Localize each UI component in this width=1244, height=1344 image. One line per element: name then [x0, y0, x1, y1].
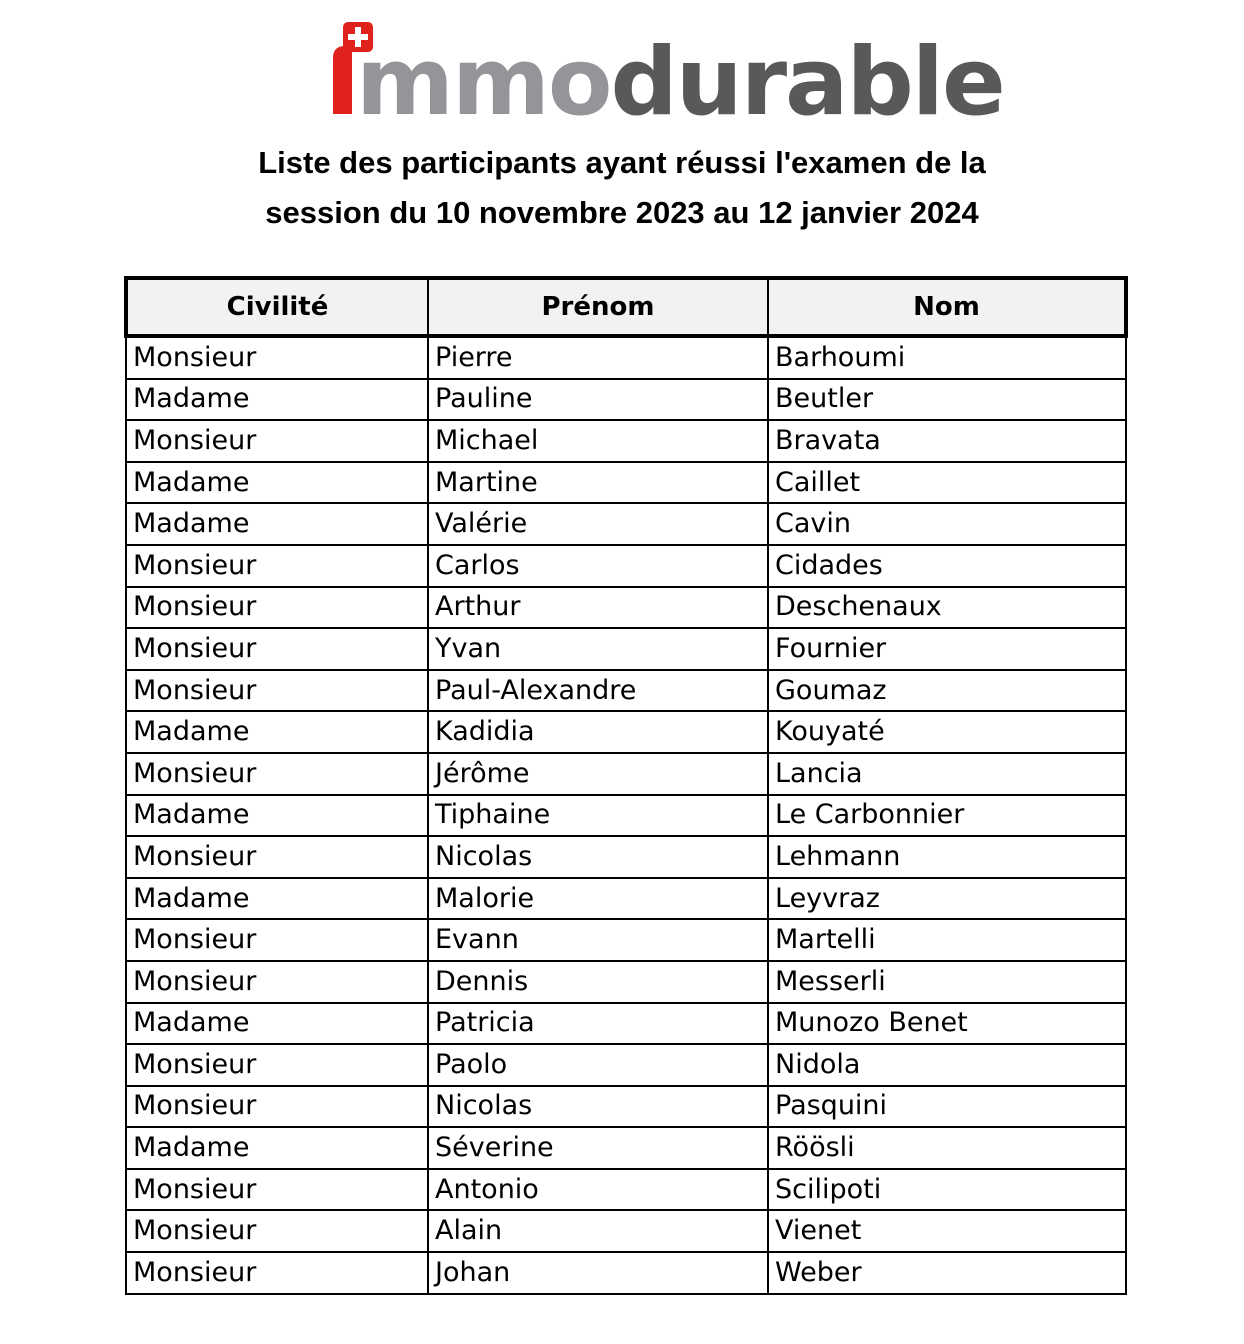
- cell-civilite: Monsieur: [126, 961, 428, 1003]
- table-row: [126, 836, 1126, 878]
- table-row: [126, 545, 1126, 587]
- cell-nom: Leyvraz: [768, 878, 1126, 920]
- table-row: [126, 961, 1126, 1003]
- table-row: [126, 1252, 1126, 1294]
- cell-nom: Beutler: [768, 379, 1126, 421]
- table-row: [126, 878, 1126, 920]
- cell-civilite: Monsieur: [126, 1086, 428, 1128]
- cell-nom: Martelli: [768, 919, 1126, 961]
- table-row: [126, 919, 1126, 961]
- cell-civilite: Monsieur: [126, 545, 428, 587]
- table-row: [126, 379, 1126, 421]
- cell-civilite: Monsieur: [126, 1169, 428, 1211]
- table-row: [126, 753, 1126, 795]
- cell-civilite: Madame: [126, 462, 428, 504]
- cell-nom: Cavin: [768, 503, 1126, 545]
- cell-civilite: Monsieur: [126, 628, 428, 670]
- table-row: [126, 628, 1126, 670]
- table-row: [126, 1086, 1126, 1128]
- title-line-1: Liste des participants ayant réussi l'examen de la: [258, 145, 986, 180]
- cell-nom: Le Carbonnier: [768, 795, 1126, 837]
- table-row: [126, 1169, 1126, 1211]
- table-row: [126, 336, 1126, 379]
- cell-nom: Deschenaux: [768, 587, 1126, 629]
- table-row: [126, 795, 1126, 837]
- cell-civilite: Madame: [126, 1003, 428, 1045]
- cell-prenom: Yvan: [428, 628, 768, 670]
- cell-nom: Vienet: [768, 1210, 1126, 1252]
- cell-civilite: Madame: [126, 878, 428, 920]
- cell-nom: Lehmann: [768, 836, 1126, 878]
- table-row: [126, 1210, 1126, 1252]
- cell-prenom: Michael: [428, 420, 768, 462]
- cell-nom: Fournier: [768, 628, 1126, 670]
- cell-civilite: Madame: [126, 1127, 428, 1169]
- cell-prenom: Dennis: [428, 961, 768, 1003]
- cell-civilite: Monsieur: [126, 587, 428, 629]
- cell-civilite: Monsieur: [126, 1044, 428, 1086]
- cell-civilite: Monsieur: [126, 336, 428, 379]
- cell-civilite: Madame: [126, 795, 428, 837]
- cell-prenom: Pauline: [428, 379, 768, 421]
- cell-civilite: Monsieur: [126, 670, 428, 712]
- table-header-row: [126, 278, 1126, 336]
- table-row: [126, 711, 1126, 753]
- table-row: [126, 587, 1126, 629]
- cell-nom: Röösli: [768, 1127, 1126, 1169]
- cell-nom: Goumaz: [768, 670, 1126, 712]
- cell-prenom: Martine: [428, 462, 768, 504]
- cell-prenom: Alain: [428, 1210, 768, 1252]
- cell-prenom: Séverine: [428, 1127, 768, 1169]
- cell-prenom: Nicolas: [428, 836, 768, 878]
- title-line-2: session du 10 novembre 2023 au 12 janvier 2024: [265, 195, 979, 230]
- logo-text-light: mmo: [356, 28, 611, 126]
- cell-civilite: Monsieur: [126, 1210, 428, 1252]
- cell-nom: Lancia: [768, 753, 1126, 795]
- immodurable-logo: [0, 6, 1244, 126]
- cell-nom: Cidades: [768, 545, 1126, 587]
- cell-nom: Scilipoti: [768, 1169, 1126, 1211]
- cell-civilite: Monsieur: [126, 1252, 428, 1294]
- cell-civilite: Monsieur: [126, 836, 428, 878]
- table-row: [126, 503, 1126, 545]
- cell-prenom: Paolo: [428, 1044, 768, 1086]
- cell-prenom: Patricia: [428, 1003, 768, 1045]
- cell-nom: Bravata: [768, 420, 1126, 462]
- table-row: [126, 670, 1126, 712]
- cell-prenom: Nicolas: [428, 1086, 768, 1128]
- cell-prenom: Evann: [428, 919, 768, 961]
- logo-wordmark: [356, 28, 1004, 126]
- cell-prenom: Pierre: [428, 336, 768, 379]
- header-civilite: Civilité: [126, 278, 428, 336]
- table-row: [126, 1003, 1126, 1045]
- participants-table: [124, 276, 1128, 1295]
- cell-civilite: Madame: [126, 379, 428, 421]
- cell-prenom: Johan: [428, 1252, 768, 1294]
- cell-nom: Barhoumi: [768, 336, 1126, 379]
- page-title: [0, 138, 1244, 238]
- cell-nom: Caillet: [768, 462, 1126, 504]
- cell-prenom: Kadidia: [428, 711, 768, 753]
- cell-prenom: Valérie: [428, 503, 768, 545]
- cell-nom: Pasquini: [768, 1086, 1126, 1128]
- cell-prenom: Jérôme: [428, 753, 768, 795]
- table-row: [126, 420, 1126, 462]
- cell-prenom: Tiphaine: [428, 795, 768, 837]
- table-row: [126, 1127, 1126, 1169]
- cell-civilite: Monsieur: [126, 919, 428, 961]
- cell-prenom: Arthur: [428, 587, 768, 629]
- cell-nom: Nidola: [768, 1044, 1126, 1086]
- cell-nom: Messerli: [768, 961, 1126, 1003]
- cell-prenom: Malorie: [428, 878, 768, 920]
- header-nom: Nom: [768, 278, 1126, 336]
- cell-prenom: Carlos: [428, 545, 768, 587]
- cell-civilite: Madame: [126, 711, 428, 753]
- table-body: [126, 336, 1126, 1294]
- cell-civilite: Monsieur: [126, 420, 428, 462]
- table-row: [126, 1044, 1126, 1086]
- cell-prenom: Antonio: [428, 1169, 768, 1211]
- table-row: [126, 462, 1126, 504]
- cell-civilite: Madame: [126, 503, 428, 545]
- logo-text-dark: durable: [610, 28, 1004, 126]
- cell-nom: Munozo Benet: [768, 1003, 1126, 1045]
- cell-nom: Kouyaté: [768, 711, 1126, 753]
- header-prenom: Prénom: [428, 278, 768, 336]
- cell-prenom: Paul-Alexandre: [428, 670, 768, 712]
- cell-civilite: Monsieur: [126, 753, 428, 795]
- cell-nom: Weber: [768, 1252, 1126, 1294]
